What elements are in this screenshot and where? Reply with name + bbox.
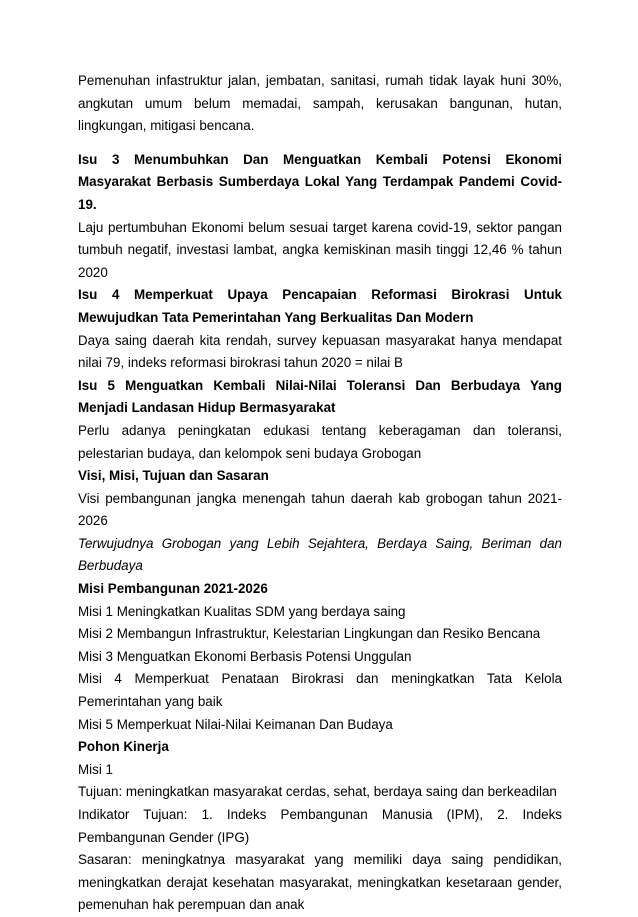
paragraph-indikator: Indikator Tujuan: 1. Indeks Pembangunan Manusia (IPM), 2. Indeks Pembangunan Gender (IPG)	[78, 807, 562, 845]
pohon-misi: Misi 1	[78, 761, 113, 777]
heading-misi: Misi Pembangunan 2021-2026	[78, 581, 268, 597]
misi-item-5: Misi 5 Memperkuat Nilai-Nilai Keimanan Dan Budaya	[78, 716, 393, 732]
misi-item-4: Misi 4 Memperkuat Penataan Birokrasi dan meningkatkan Tata Kelola Pemerintahan yang baik	[78, 671, 562, 710]
paragraph-tujuan: Tujuan: meningkatkan masyarakat cerdas, sehat, berdaya saing dan berkeadilan	[78, 784, 557, 800]
misi-item-1: Misi 1 Meningkatkan Kualitas SDM yang berdaya saing	[78, 603, 406, 619]
misi-item-3: Misi 3 Menguatkan Ekonomi Berbasis Potensi Unggulan	[78, 648, 412, 664]
heading-pohon-kinerja: Pohon Kinerja	[78, 739, 169, 755]
paragraph-isu-5: Perlu adanya peningkatan edukasi tentang keberagaman dan toleransi, pelestarian budaya, dan kelompok seni budaya Grobogan	[78, 422, 562, 461]
misi-item-2: Misi 2 Membangun Infrastruktur, Kelestarian Lingkungan dan Resiko Bencana	[78, 626, 541, 642]
visi-statement: Terwujudnya Grobogan yang Lebih Sejahtera, Berdaya Saing, Beriman dan Berbudaya	[78, 535, 562, 574]
paragraph-visi: Visi pembangunan jangka menengah tahun daerah kab grobogan tahun 2021-2026	[78, 490, 562, 529]
heading-isu-4: Isu 4 Memperkuat Upaya Pencapaian Reformasi Birokrasi Untuk Mewujudkan Tata Pemerintahan Yang Berkualitas Dan Modern	[78, 287, 562, 325]
paragraph-isu-4: Daya saing daerah kita rendah, survey kepuasan masyarakat hanya mendapat nilai 79, indeks reformasi birokrasi tahun 2020 = nilai B	[78, 332, 562, 371]
paragraph-infrastructure: Pemenuhan infastruktur jalan, jembatan, sanitasi, rumah tidak layak huni 30%, angkutan umum belum memadai, sampah, kerusakan bangunan, hutan, lingkungan, mitigasi bencana.	[78, 73, 562, 134]
heading-isu-3: Isu 3 Menumbuhkan Dan Menguatkan Kembali Potensi Ekonomi Masyarakat Berbasis Sumberdaya Lokal Yang Terdampak Pandemi Covid-19.	[78, 151, 562, 212]
paragraph-isu-3: Laju pertumbuhan Ekonomi belum sesuai target karena covid-19, sektor pangan tumbuh negatif, investasi lambat, angka kemiskinan masih tinggi 12,46 % tahun 2020	[78, 219, 562, 280]
heading-isu-5: Isu 5 Menguatkan Kembali Nilai-Nilai Toleransi Dan Berbudaya Yang Menjadi Landasan Hidup Bermasyarakat	[78, 377, 562, 416]
heading-visi: Visi, Misi, Tujuan dan Sasaran	[78, 468, 269, 484]
document-page	[78, 70, 562, 917]
paragraph-sasaran: Sasaran: meningkatnya masyarakat yang memiliki daya saing pendidikan, meningkatkan derajat kesehatan masyarakat, meningkatkan kesetaraan gender, pemenuhan hak perempuan dan anak	[78, 852, 562, 913]
